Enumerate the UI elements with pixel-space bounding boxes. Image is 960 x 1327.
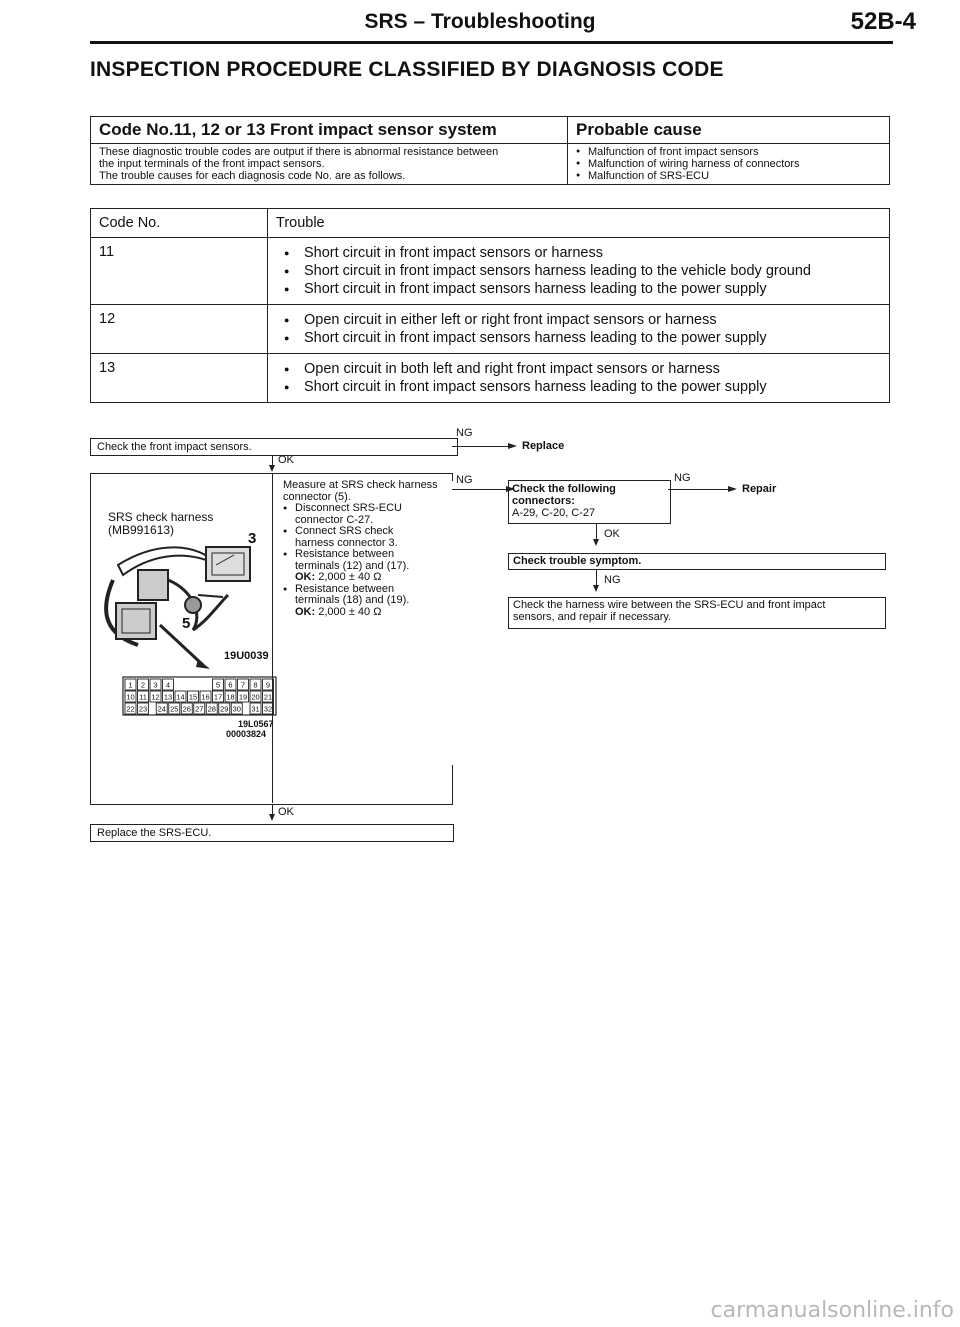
repair-label: Repair xyxy=(742,483,777,495)
table-row xyxy=(91,354,890,403)
section-title: INSPECTION PROCEDURE CLASSIFIED BY DIAGNOSIS CODE xyxy=(90,58,724,81)
summary-description xyxy=(91,144,568,185)
connector-pin-label: 29 xyxy=(220,704,229,714)
connector-line xyxy=(452,489,508,490)
harness-label: SRS check harness xyxy=(108,510,214,524)
ng-label: NG xyxy=(674,472,691,484)
replace-ecu-box: Replace the SRS-ECU. xyxy=(90,824,454,842)
connector-pin-label: 8 xyxy=(253,680,258,690)
arrow-right-icon xyxy=(508,443,517,449)
connector-pin-label: 15 xyxy=(188,692,198,702)
arrow-down-icon xyxy=(593,539,599,546)
measure-line: terminals (12) and (17). xyxy=(295,559,410,572)
connector-pin-label: 26 xyxy=(182,704,191,714)
ok-label: OK xyxy=(278,806,294,818)
connector-pin-label: 4 xyxy=(165,680,171,690)
connector-pin-label: 20 xyxy=(251,692,260,702)
trouble-item: ● Short circuit in front impact sensors harness leading to the vehicle body ground xyxy=(276,262,881,280)
trouble-item: ● Short circuit in front impact sensors harness leading to the power supply xyxy=(276,329,881,347)
measure-step: ● Resistance between xyxy=(283,584,448,596)
arrow-right-icon xyxy=(728,486,737,492)
ok-spec-label: OK: xyxy=(295,571,316,583)
summary-heading: Code No.11, 12 or 13 Front impact sensor system xyxy=(91,117,568,144)
summary-table xyxy=(90,116,890,185)
harness-illustration xyxy=(98,535,268,670)
code-table xyxy=(90,208,890,403)
connector-line xyxy=(596,524,597,540)
table-row xyxy=(91,238,890,305)
harness-wire-line: sensors, and repair if necessary. xyxy=(513,610,672,623)
connector-pin-label: 9 xyxy=(265,680,271,690)
connector-line xyxy=(668,489,730,490)
box-divider xyxy=(272,473,273,803)
trouble-item: ● Short circuit in front impact sensors or harness xyxy=(276,244,881,262)
callout-3: 3 xyxy=(248,530,257,547)
arrow-down-icon xyxy=(269,814,275,821)
ok-label: OK xyxy=(278,454,294,466)
ok-spec-label: OK: xyxy=(295,605,316,618)
connector-pin-label: 21 xyxy=(263,692,273,702)
connector-pin-label: 25 xyxy=(170,704,179,714)
connector-pin-label: 7 xyxy=(240,680,246,690)
figure-code: 19L0567 xyxy=(238,719,274,729)
code-cell: 13 xyxy=(91,354,268,403)
connector-pin-label: 24 xyxy=(157,704,166,714)
connector-pin-label: 11 xyxy=(139,692,147,702)
ok-spec xyxy=(283,572,448,584)
table-row xyxy=(91,305,890,354)
connectors-line: connectors: xyxy=(512,495,575,507)
header-rule xyxy=(90,41,893,44)
code-cell: 11 xyxy=(91,238,268,305)
description-line: the input terminals of the front impact sensors. xyxy=(99,158,325,170)
measure-instructions xyxy=(283,480,448,618)
probable-causes xyxy=(568,144,890,185)
connector-pin-label: 10 xyxy=(126,692,135,702)
connector-pin-label: 22 xyxy=(126,704,135,714)
connector-pin-label: 16 xyxy=(201,692,210,702)
watermark: carmanualsonline.info xyxy=(710,1298,954,1323)
connector-pin-label: 13 xyxy=(163,692,173,702)
trouble-item: ● Open circuit in both left and right front impact sensors or harness xyxy=(276,360,881,378)
measure-step: ● Connect SRS check xyxy=(283,526,448,538)
connector-line xyxy=(452,765,453,805)
connector-pin-label: 5 xyxy=(215,680,221,690)
connector-line xyxy=(452,473,453,481)
connector-pin-label: 31 xyxy=(251,704,260,714)
replace-label: Replace xyxy=(522,440,565,452)
measure-line: connector C-27. xyxy=(295,513,374,526)
measure-step: ● Resistance between xyxy=(283,549,448,561)
measure-line: Measure at SRS check harness xyxy=(283,479,438,491)
description-line: These diagnostic trouble codes are output if there is abnormal resistance between xyxy=(99,146,499,158)
ok-label: OK xyxy=(604,528,620,540)
arrow-down-icon xyxy=(593,585,599,592)
connectors-line: Check the following xyxy=(512,483,616,495)
connector-pin-label: 3 xyxy=(153,680,158,690)
connector-pin-label: 19 xyxy=(238,692,248,702)
connector-pin-label: 23 xyxy=(138,704,148,714)
check-connectors-box xyxy=(508,480,671,524)
connector-pin-label: 12 xyxy=(151,692,160,702)
connector-pin-label: 17 xyxy=(213,692,223,702)
connectors-list: A-29, C-20, C-27 xyxy=(512,507,596,519)
measure-line: harness connector 3. xyxy=(295,536,398,549)
ng-label: NG xyxy=(456,474,473,486)
check-symptom-box: Check trouble symptom. xyxy=(508,553,886,570)
connector-line xyxy=(596,570,597,586)
trouble-item: ● Short circuit in front impact sensors harness leading to the power supply xyxy=(276,280,881,298)
check-harness-wire-box xyxy=(508,597,886,629)
cause-item: ● Malfunction of SRS-ECU xyxy=(576,170,881,182)
trouble-cell xyxy=(268,354,890,403)
measure-line: terminals (18) and (19). xyxy=(295,594,410,606)
connector-pin-label: 6 xyxy=(228,680,233,690)
connector-pin-diagram xyxy=(122,676,277,716)
ok-spec-value: 2,000 ± 40 Ω xyxy=(318,571,382,583)
harness-wire-line: Check the harness wire between the SRS-ECU and front impact xyxy=(513,599,826,611)
figure-code: 00003824 xyxy=(226,729,267,739)
trouble-cell xyxy=(268,238,890,305)
measure-step: ● Disconnect SRS-ECU xyxy=(283,503,448,515)
figure-code: 19U0039 xyxy=(224,650,269,662)
col-trouble-header: Trouble xyxy=(268,209,890,238)
connector-line xyxy=(452,446,510,447)
check-sensors-box: Check the front impact sensors. xyxy=(90,438,458,456)
connector-pin-label: 30 xyxy=(232,704,241,714)
harness-part-number: (MB991613) xyxy=(108,523,175,537)
trouble-item: ● Short circuit in front impact sensors harness leading to the power supply xyxy=(276,378,881,396)
connector-pin-label: 2 xyxy=(140,680,146,690)
connector-pin-label: 32 xyxy=(263,704,273,714)
connector-pin-label: 14 xyxy=(176,692,185,702)
page-number: 52B-4 xyxy=(850,8,916,35)
connector-pin-label: 27 xyxy=(195,704,204,714)
connector-pin-label: 18 xyxy=(226,692,235,702)
connector-pin-label: 28 xyxy=(207,704,216,714)
callout-5: 5 xyxy=(182,615,191,632)
cause-item: ● Malfunction of wiring harness of connectors xyxy=(576,158,881,170)
trouble-item: ● Open circuit in either left or right front impact sensors or harness xyxy=(276,311,881,329)
ok-spec xyxy=(283,607,448,619)
description-line: The trouble causes for each diagnosis code No. are as follows. xyxy=(99,170,406,182)
ng-label: NG xyxy=(456,427,473,439)
probable-cause-heading: Probable cause xyxy=(568,117,890,144)
connector-pin-label: 1 xyxy=(128,680,133,690)
code-cell: 12 xyxy=(91,305,268,354)
arrow-down-icon xyxy=(269,465,275,472)
page-header-title: SRS – Troubleshooting xyxy=(364,10,596,33)
measure-line: connector (5). xyxy=(283,490,351,503)
col-code-header: Code No. xyxy=(91,209,268,238)
trouble-cell xyxy=(268,305,890,354)
ng-label: NG xyxy=(604,574,621,586)
ok-spec-value: 2,000 ± 40 Ω xyxy=(318,605,382,618)
cause-item: ● Malfunction of front impact sensors xyxy=(576,146,881,158)
